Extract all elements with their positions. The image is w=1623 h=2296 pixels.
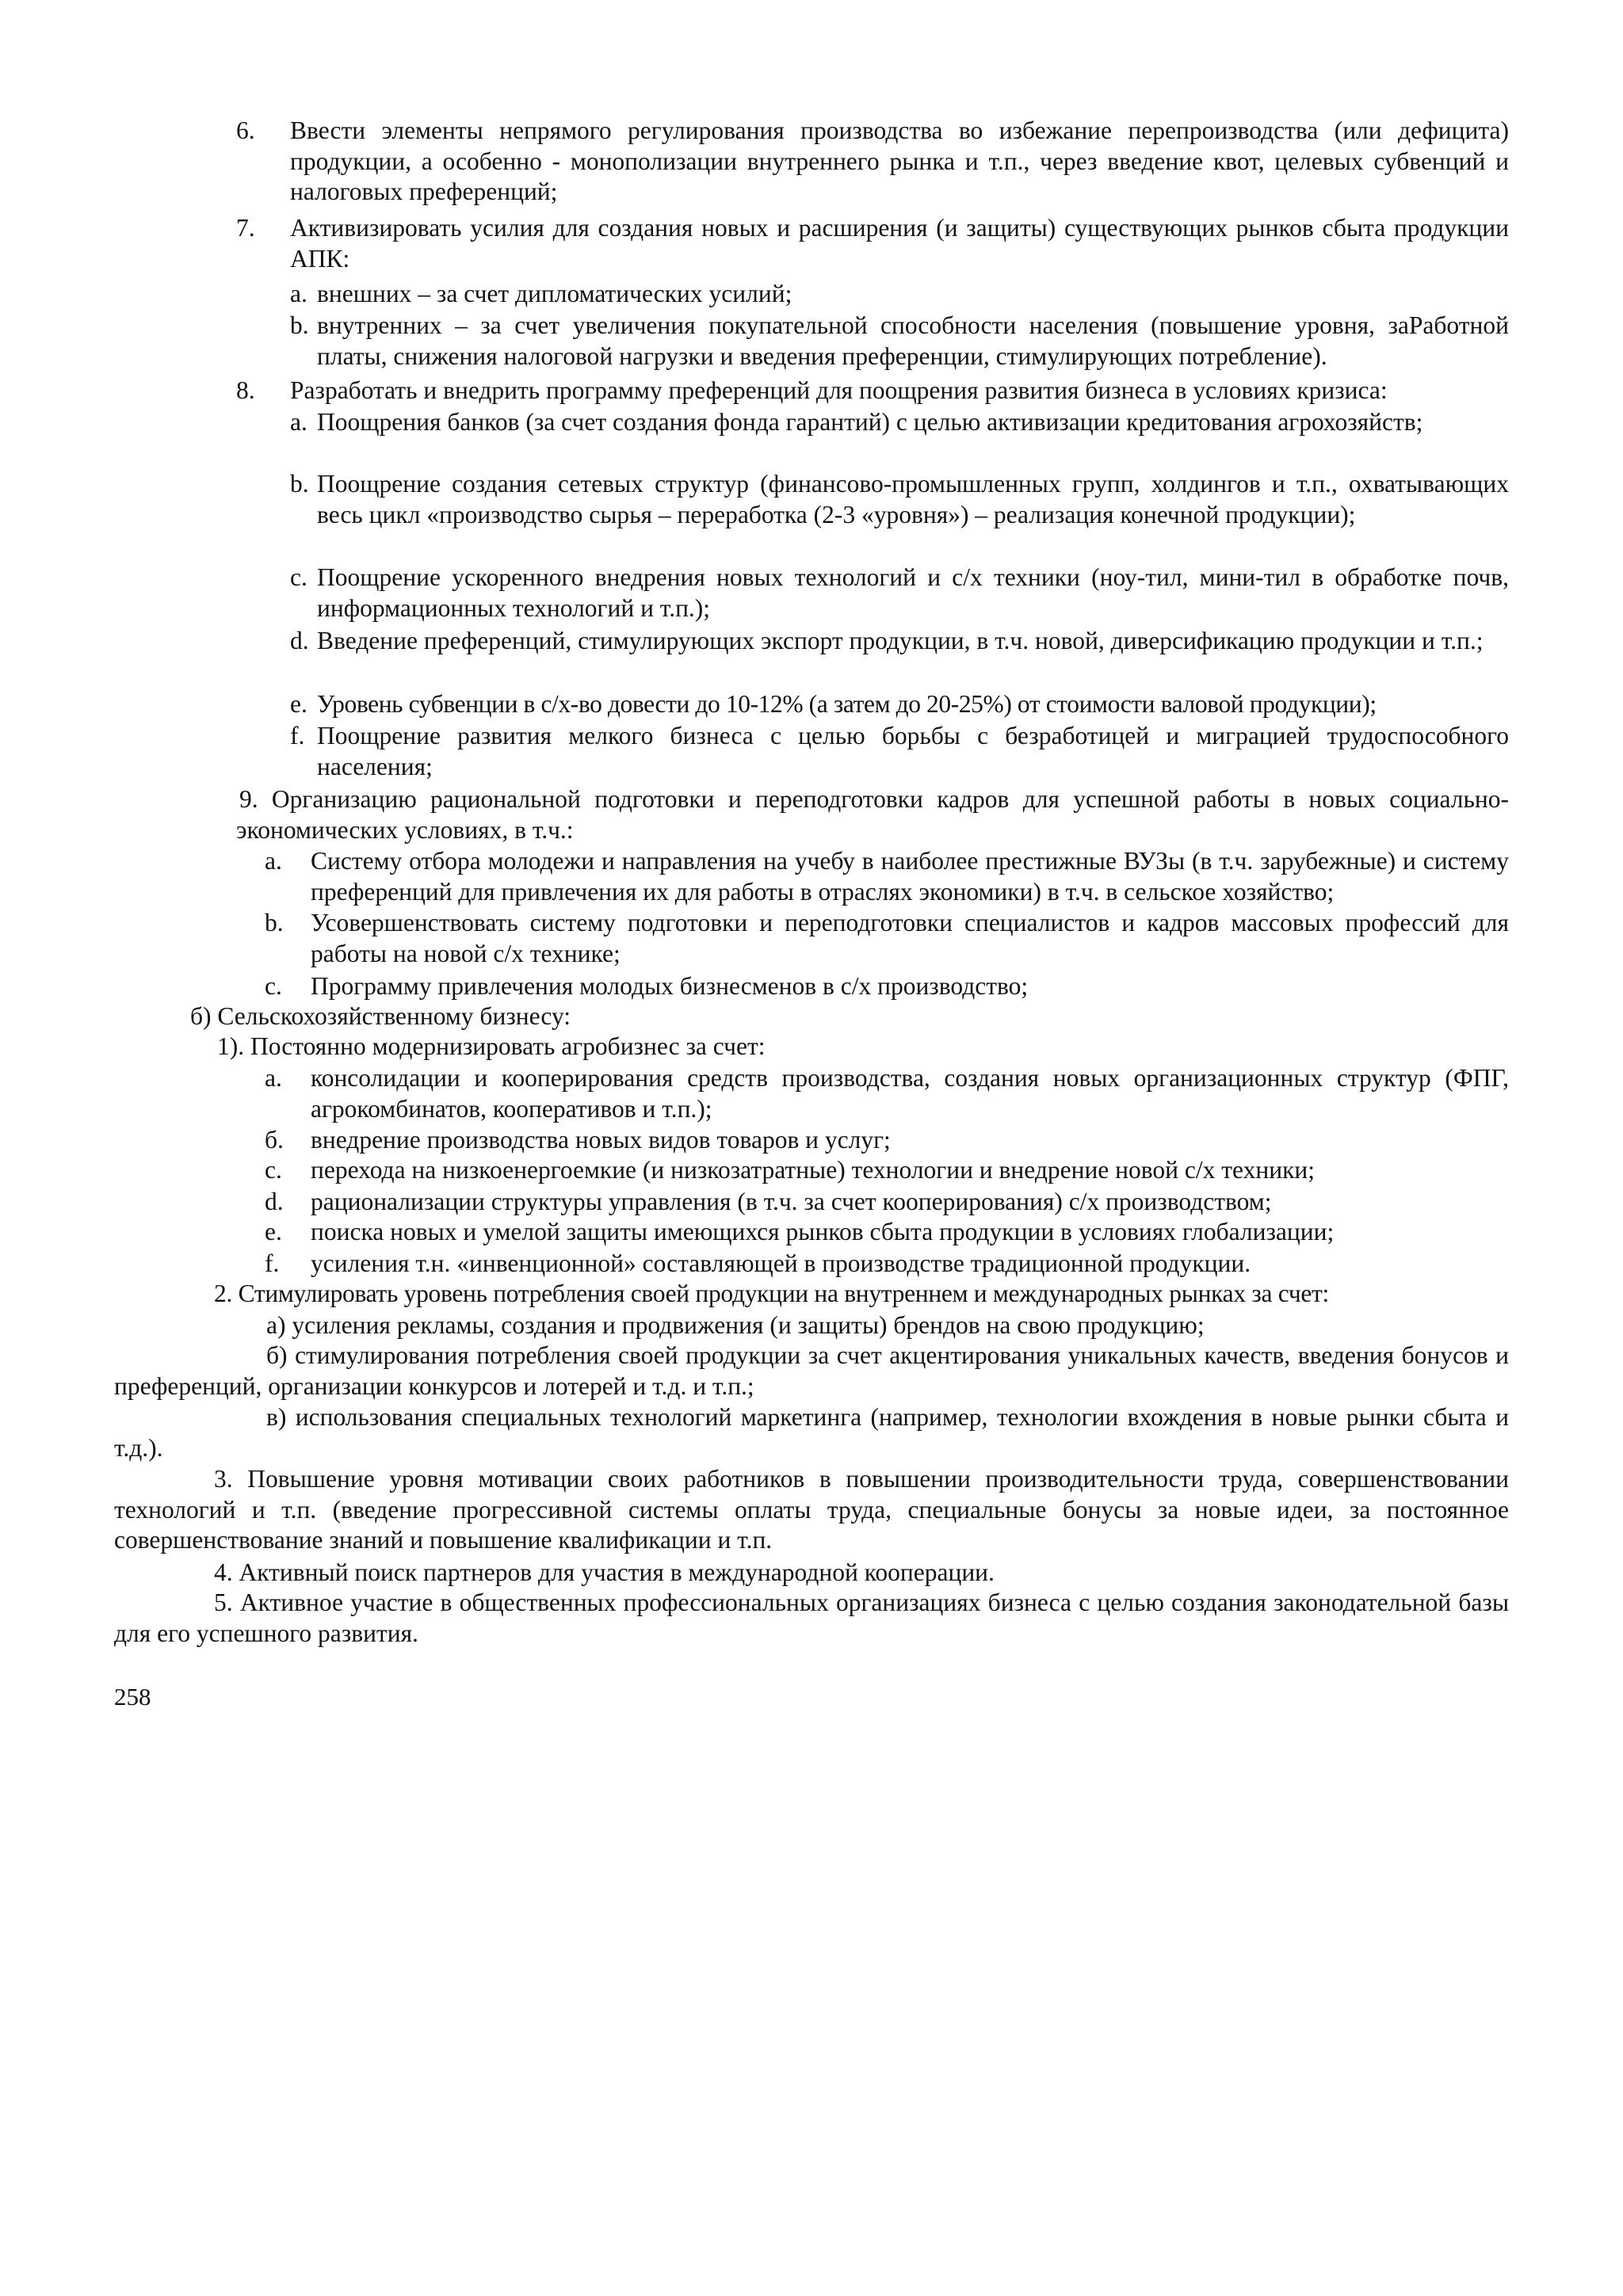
list-letter: f.	[290, 722, 305, 749]
list-letter: d.	[265, 1188, 284, 1215]
list-item: Поощрения банков (за счет создания фонда гарантий) с целью активизации кредитования агрохозяйств;	[317, 408, 1423, 436]
list-item: усиления т.н. «инвенционной» составляющей в производстве традиционной продукции.	[311, 1249, 1251, 1277]
page-number: 258	[114, 1683, 151, 1711]
list-letter: d.	[290, 627, 309, 654]
list-letter: b.	[290, 311, 309, 339]
list-letter: c.	[265, 972, 282, 1000]
list-number: 7.	[236, 214, 255, 242]
list-item: Поощрение ускоренного внедрения новых технологий и с/х техники (ноу-тил, мини-тил в обработке почв, информационных технологий и т.п.);	[317, 563, 1509, 622]
list-letter: a.	[290, 280, 307, 307]
list-item: 1). Постоянно модернизировать агробизнес за счет:	[217, 1032, 766, 1060]
list-item: 3. Повышение уровня мотивации своих работников в повышении производительности труда, совершенствовании технологий и т.п. (введение прогрессивной системы оплаты труда, специальные бонусы за новые идеи, за постоянное совершенствование знаний и повышение квалификации и т.п.	[114, 1465, 1509, 1554]
list-item: Разработать и внедрить программу преференций для поощрения развития бизнеса в условиях кризиса:	[290, 376, 1388, 404]
list-item: рационализации структуры управления (в т.ч. за счет кооперирования) с/х производством;	[311, 1188, 1272, 1215]
list-letter: б.	[265, 1126, 284, 1154]
list-item: Программу привлечения молодых бизнесменов в с/х производство;	[311, 972, 1029, 1000]
list-item: Усовершенствовать систему подготовки и переподготовки специалистов и кадров массовых профессий для работы на новой с/х технике;	[311, 909, 1509, 967]
sub-item: б) стимулирования потребления своей продукции за счет акцентирования уникальных качеств, введения бонусов и преференций, организации конкурсов и лотерей и т.д. и т.п.;	[114, 1341, 1509, 1400]
section-heading: б) Сельскохозяйственному бизнесу:	[190, 1002, 571, 1030]
list-item-9: 9. Организацию рациональной подготовки и переподготовки кадров для успешной работы в новых социально-экономических условиях, в т.ч.:	[236, 785, 1509, 844]
list-item: 5. Активное участие в общественных профессиональных организациях бизнеса с целью создания законодательной базы для его успешного развития.	[114, 1589, 1509, 1647]
list-item: Введение преференций, стимулирующих экспорт продукции, в т.ч. новой, диверсификацию продукции и т.п.;	[317, 627, 1484, 654]
list-item: Активизировать усилия для создания новых и расширения (и защиты) существующих рынков сбыта продукции АПК:	[290, 214, 1509, 273]
list-letter: e.	[290, 690, 307, 718]
list-item: 4. Активный поиск партнеров для участия в международной кооперации.	[214, 1558, 995, 1586]
list-item: 2. Стимулировать уровень потребления своей продукции на внутреннем и международных рынках за счет:	[214, 1280, 1329, 1307]
list-item: внедрение производства новых видов товаров и услуг;	[311, 1126, 891, 1154]
list-item: внешних – за счет дипломатических усилий;	[317, 280, 792, 307]
sub-item: а) усиления рекламы, создания и продвижения (и защиты) брендов на свою продукцию;	[266, 1311, 1205, 1339]
list-number: 6.	[236, 116, 255, 144]
list-letter: c.	[265, 1156, 282, 1184]
list-item: перехода на низкоенергоемкие (и низкозатратные) технологии и внедрение новой с/х техники;	[311, 1156, 1315, 1184]
list-letter: b.	[265, 909, 284, 936]
sub-item: в) использования специальных технологий маркетинга (например, технологии вхождения в новые рынки сбыта и т.д.).	[114, 1403, 1509, 1462]
list-item: Поощрение развития мелкого бизнеса с целью борьбы с безработицей и миграцией трудоспособного населения;	[317, 722, 1509, 780]
list-item: Уровень субвенции в с/х-во довести до 10-12% (а затем до 20-25%) от стоимости валовой продукции);	[317, 690, 1377, 718]
list-item: консолидации и кооперирования средств производства, создания новых организационных структур (ФПГ, агрокомбинатов, кооперативов и т.п.);	[311, 1064, 1509, 1123]
list-letter: a.	[265, 847, 282, 875]
list-number: 8.	[236, 376, 255, 404]
list-item: Систему отбора молодежи и направления на учебу в наиболее престижные ВУЗы (в т.ч. зарубежные) и систему преференций для привлечения их для работы в отраслях экономики) в т.ч. в сельское хозяйство;	[311, 847, 1509, 906]
list-item: Поощрение создания сетевых структур (финансово-промышленных групп, холдингов и т.п., охватывающих весь цикл «производство сырья – переработка (2-3 «уровня») – реализация конечной продукции);	[317, 470, 1509, 528]
list-item: внутренних – за счет увеличения покупательной способности населения (повышение уровня, заРаботной платы, снижения налоговой нагрузки и введения преференции, стимулирующих потребление).	[317, 311, 1509, 370]
list-letter: f.	[265, 1249, 280, 1277]
list-letter: e.	[265, 1218, 282, 1245]
list-letter: b.	[290, 470, 309, 498]
list-item: Ввести элементы непрямого регулирования производства во избежание перепроизводства (или дефицита) продукции, а особенно - монополизации внутреннего рынка и т.п., через введение квот, целевых субвенций и налоговых преференций;	[290, 116, 1509, 205]
list-letter: a.	[290, 408, 307, 436]
list-letter: c.	[290, 563, 307, 591]
list-letter: a.	[265, 1064, 282, 1092]
list-item: поиска новых и умелой защиты имеющихся рынков сбыта продукции в условиях глобализации;	[311, 1218, 1335, 1245]
